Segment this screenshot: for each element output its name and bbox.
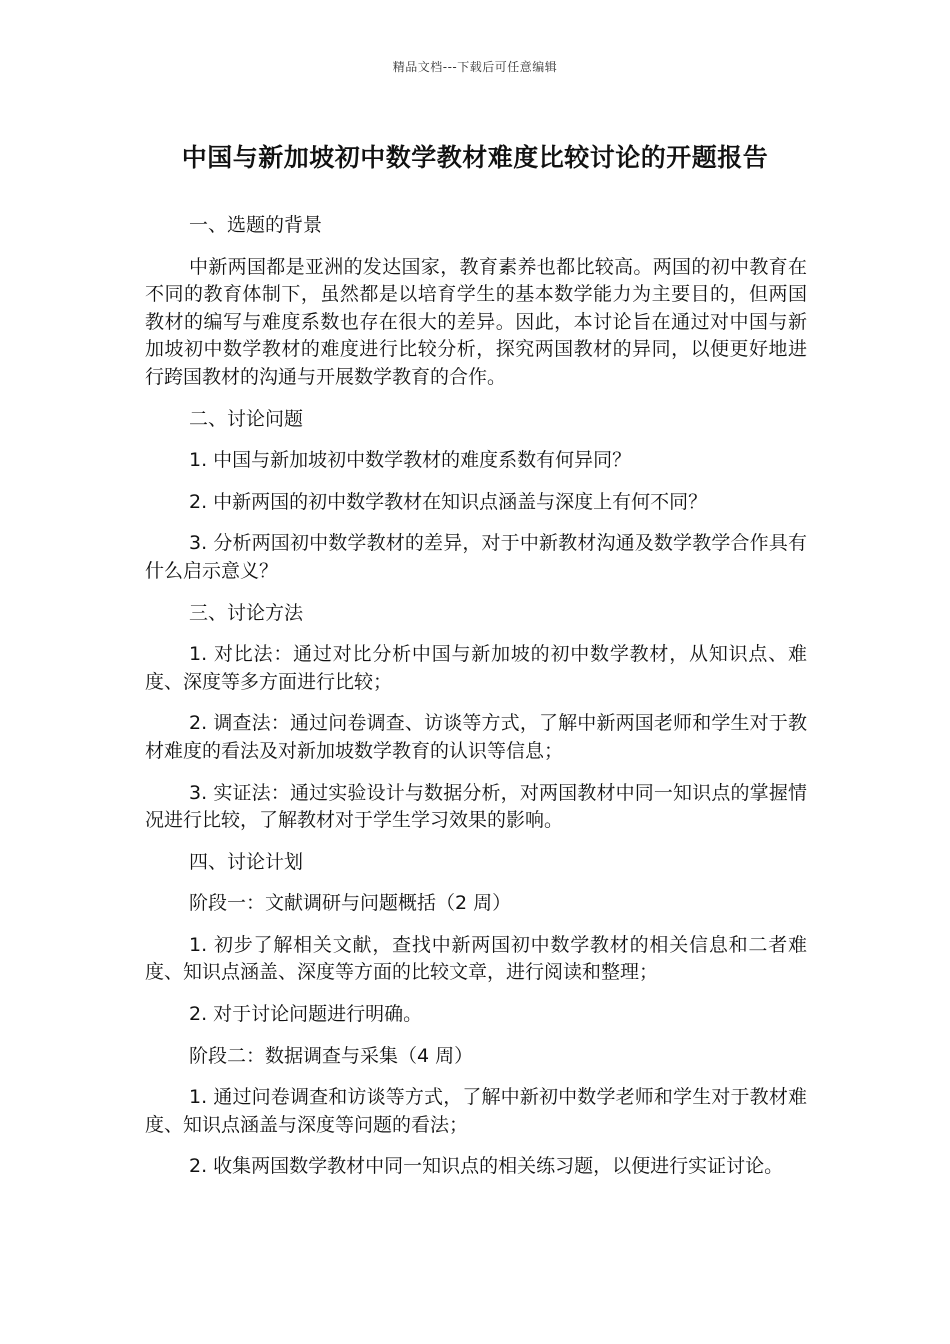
section-heading-questions: 二、讨论问题: [189, 407, 304, 430]
section-heading-methods: 三、讨论方法: [189, 601, 304, 624]
method-item-2: 2. 调查法：通过问卷调查、访谈等方式，了解中新两国老师和学生对于教材难度的看法及对新加坡数学教育的认识等信息；: [145, 712, 807, 762]
section-heading-plan: 四、讨论计划: [189, 850, 304, 873]
header-note: 精品文档---下载后可任意编辑: [392, 60, 558, 74]
method-item-3: 3. 实证法：通过实验设计与数据分析，对两国教材中同一知识点的掌握情况进行比较，了解教材对于学生学习效果的影响。: [145, 781, 807, 832]
document-title: 中国与新加坡初中数学教材难度比较讨论的开题报告: [181, 143, 769, 172]
plan-stage-1-item-2: 2. 对于讨论问题进行明确。: [189, 1003, 423, 1026]
method-item-1: 1. 对比法：通过对比分析中国与新加坡的初中数学教材，从知识点、难度、深度等多方面进行比较；: [145, 643, 807, 693]
section-heading-background: 一、选题的背景: [189, 214, 323, 236]
question-item-3: 3. 分析两国初中数学教材的差异，对于中新教材沟通及数学教学合作具有什么启示意义？: [145, 532, 807, 582]
plan-stage-2-item-2: 2. 收集两国数学教材中同一知识点的相关练习题，以便进行实证讨论。: [189, 1155, 784, 1178]
question-item-2: 2. 中新两国的初中数学教材在知识点涵盖与深度上有何不同？: [189, 490, 708, 513]
plan-stage-2-item-1: 1. 通过问卷调查和访谈等方式，了解中新初中数学老师和学生对于教材难度、知识点涵盖与深度等问题的看法；: [145, 1086, 807, 1136]
paragraph-background: 中新两国都是亚洲的发达国家，教育素养也都比较高。两国的初中教育在不同的教育体制下，虽然都是以培育学生的基本数学能力为主要目的，但两国教材的编写与难度系数也存在很大的差异。因此，本讨论旨在通过对中国与新加坡初中数学教材的难度进行比较分析，探究两国教材的异同，以便更好地进行跨国教材的沟通与开展数学教育的合作。: [145, 255, 807, 388]
plan-stage-2-heading: 阶段二：数据调查与采集（4 周）: [189, 1044, 474, 1067]
plan-stage-1-item-1: 1. 初步了解相关文献，查找中新两国初中数学教材的相关信息和二者难度、知识点涵盖、深度等方面的比较文章，进行阅读和整理；: [145, 933, 807, 984]
question-item-1: 1. 中国与新加坡初中数学教材的难度系数有何异同？: [189, 449, 632, 472]
document-body: [145, 212, 807, 1195]
plan-stage-1-heading: 阶段一：文献调研与问题概括（2 周）: [189, 892, 512, 915]
